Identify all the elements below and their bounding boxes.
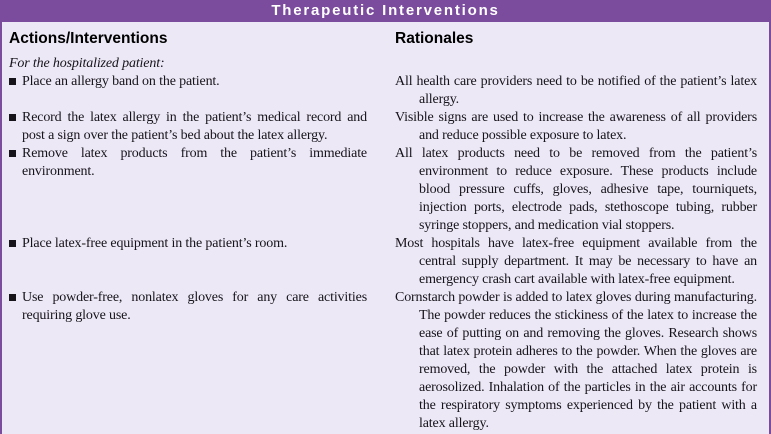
action-cell bbox=[9, 109, 367, 145]
bullet-square-icon bbox=[9, 240, 16, 247]
action-cell bbox=[9, 235, 367, 289]
rationale-text: Visible signs are used to increase the awareness of all providers and reduce possible exposure to latex. bbox=[395, 110, 757, 143]
intro-text: For the hospitalized patient: bbox=[9, 56, 165, 71]
table-rows bbox=[9, 73, 757, 433]
column-header-rationales: Rationales bbox=[395, 30, 474, 47]
rationale-text: Cornstarch powder is added to latex gloves during manufacturing. The powder reduces the stickiness of the latex to increase the ease of putting on and removing the gloves. Research shows that latex protein adheres to the powder. When the gloves are removed, the powder with the attached latex protein is aerosolized. Inhalation of the particles in the air accounts for the respiratory symptoms experienced by the patient with a latex allergy. bbox=[395, 290, 757, 431]
table-row bbox=[9, 289, 757, 433]
column-header-actions: Actions/Interventions bbox=[9, 30, 168, 47]
rationale-text: All latex products need to be removed from the patient’s environment to reduce exposure. These products include blood pressure cuffs, gloves, adhesive tape, tourniquets, injection ports, electrode pads, stethoscope tubing, rubber syringe stoppers, and medication vial stoppers. bbox=[395, 146, 757, 233]
bullet-square-icon bbox=[9, 150, 16, 157]
table-row bbox=[9, 73, 757, 109]
table-body bbox=[2, 22, 769, 433]
column-header-row bbox=[9, 22, 757, 55]
bullet-square-icon bbox=[9, 78, 16, 85]
rationale-text: Most hospitals have latex-free equipment available from the central supply department. It may be necessary to have an emergency crash cart available with latex-free equipment. bbox=[395, 236, 757, 287]
action-text: Record the latex allergy in the patient’s medical record and post a sign over the patient’s bed about the latex allergy. bbox=[22, 110, 367, 143]
table-title-bar bbox=[2, 0, 769, 22]
bullet-square-icon bbox=[9, 114, 16, 121]
intro-row-spacer bbox=[395, 55, 757, 73]
action-cell bbox=[9, 145, 367, 235]
action-text: Place an allergy band on the patient. bbox=[22, 74, 220, 89]
table-row bbox=[9, 145, 757, 235]
action-text: Remove latex products from the patient’s immediate environment. bbox=[22, 146, 367, 179]
action-cell bbox=[9, 73, 367, 109]
table-title: Therapeutic Interventions bbox=[271, 2, 500, 19]
bullet-square-icon bbox=[9, 294, 16, 301]
action-cell bbox=[9, 289, 367, 433]
action-text: Use powder-free, nonlatex gloves for any care activities requiring glove use. bbox=[22, 290, 367, 323]
rationale-text: All health care providers need to be notified of the patient’s latex allergy. bbox=[395, 74, 757, 107]
intro-row bbox=[9, 55, 757, 73]
action-text: Place latex-free equipment in the patient’s room. bbox=[22, 236, 288, 251]
table-row bbox=[9, 109, 757, 145]
table-row bbox=[9, 235, 757, 289]
